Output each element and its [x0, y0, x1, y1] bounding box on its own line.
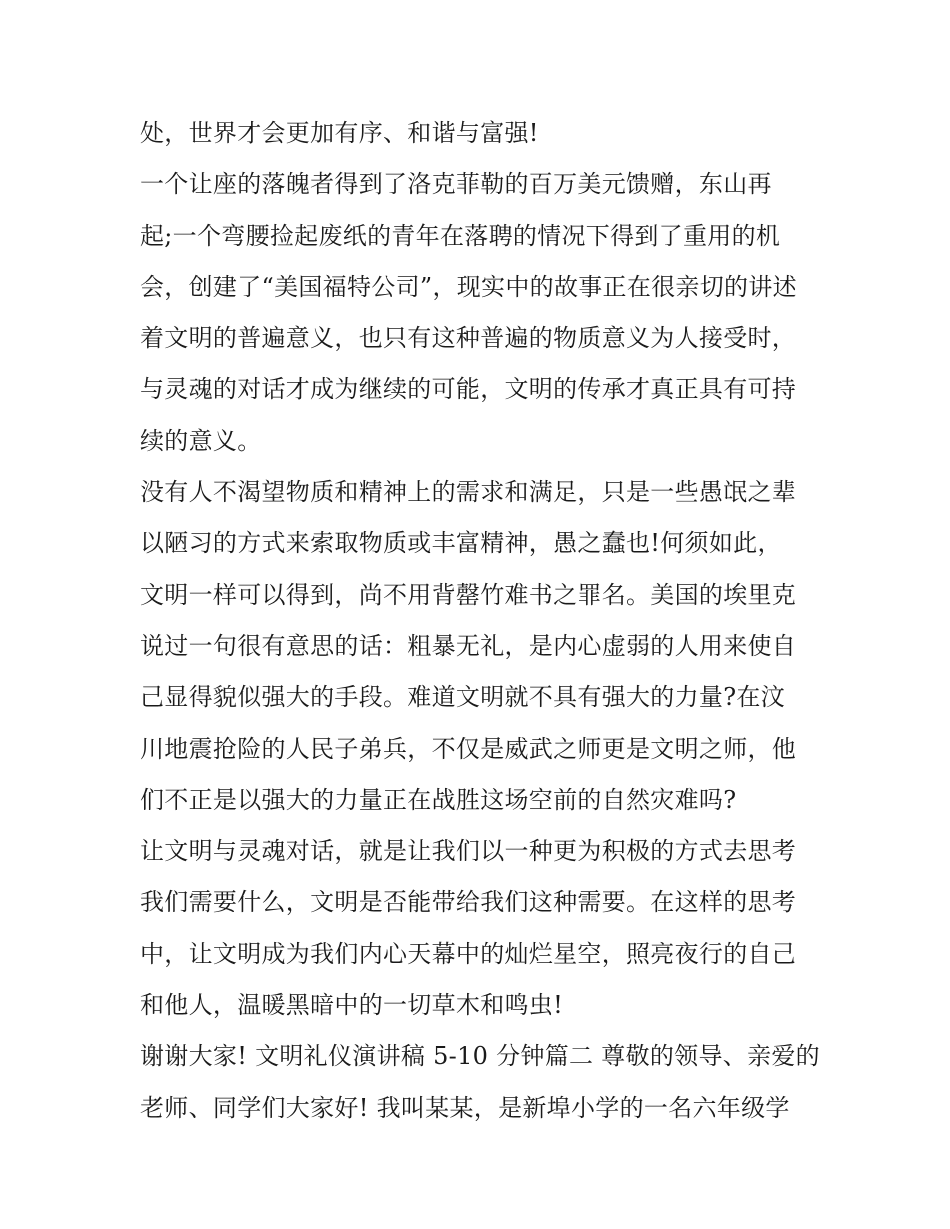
text-line: 中，让文明成为我们内心天幕中的灿烂星空，照亮夜行的自己: [140, 939, 797, 968]
text-line: 我们需要什么，文明是否能带给我们这种需要。在这样的思考: [140, 888, 797, 917]
text-line: 续的意义。: [140, 426, 262, 455]
text-line: 谢谢大家! 文明礼仪演讲稿 5-10 分钟篇二 尊敬的领导、亲爱的: [140, 1042, 820, 1071]
text-line: 与灵魂的对话才成为继续的可能，文明的传承才真正具有可持: [140, 375, 797, 404]
text-line: 一个让座的落魄者得到了洛克菲勒的百万美元馈赠，东山再: [140, 170, 772, 199]
text-line: 们不正是以强大的力量正在战胜这场空前的自然灾难吗?: [140, 785, 737, 814]
text-line: 会，创建了“美国福特公司”，现实中的故事正在很亲切的讲述: [140, 272, 797, 301]
text-line: 让文明与灵魂对话，就是让我们以一种更为积极的方式去思考: [140, 837, 797, 866]
text-line: 文明一样可以得到，尚不用背罄竹难书之罪名。美国的埃里克: [140, 580, 797, 609]
text-line: 川地震抢险的人民子弟兵，不仅是威武之师更是文明之师，他: [140, 734, 797, 763]
text-line: 起;一个弯腰捡起废纸的青年在落聘的情况下得到了重用的机: [140, 221, 781, 250]
text-line: 没有人不渴望物质和精神上的需求和满足，只是一些愚氓之辈: [140, 478, 797, 507]
text-line: 处，世界才会更加有序、和谐与富强!: [140, 119, 539, 147]
text-line: 说过一句很有意思的话：粗暴无礼，是内心虚弱的人用来使自: [140, 631, 797, 660]
text-line: 老师、同学们大家好! 我叫某某，是新埠小学的一名六年级学: [140, 1093, 790, 1122]
body-text: [140, 108, 820, 1134]
text-line: 着文明的普遍意义，也只有这种普遍的物质意义为人接受时，: [140, 324, 797, 353]
text-line: 己显得貌似强大的手段。难道文明就不具有强大的力量?在汶: [140, 683, 785, 712]
text-line: 和他人，温暖黑暗中的一切草木和鸣虫!: [140, 991, 564, 1020]
text-line: 以陋习的方式来索取物质或丰富精神，愚之蠢也!何须如此，: [140, 529, 782, 558]
